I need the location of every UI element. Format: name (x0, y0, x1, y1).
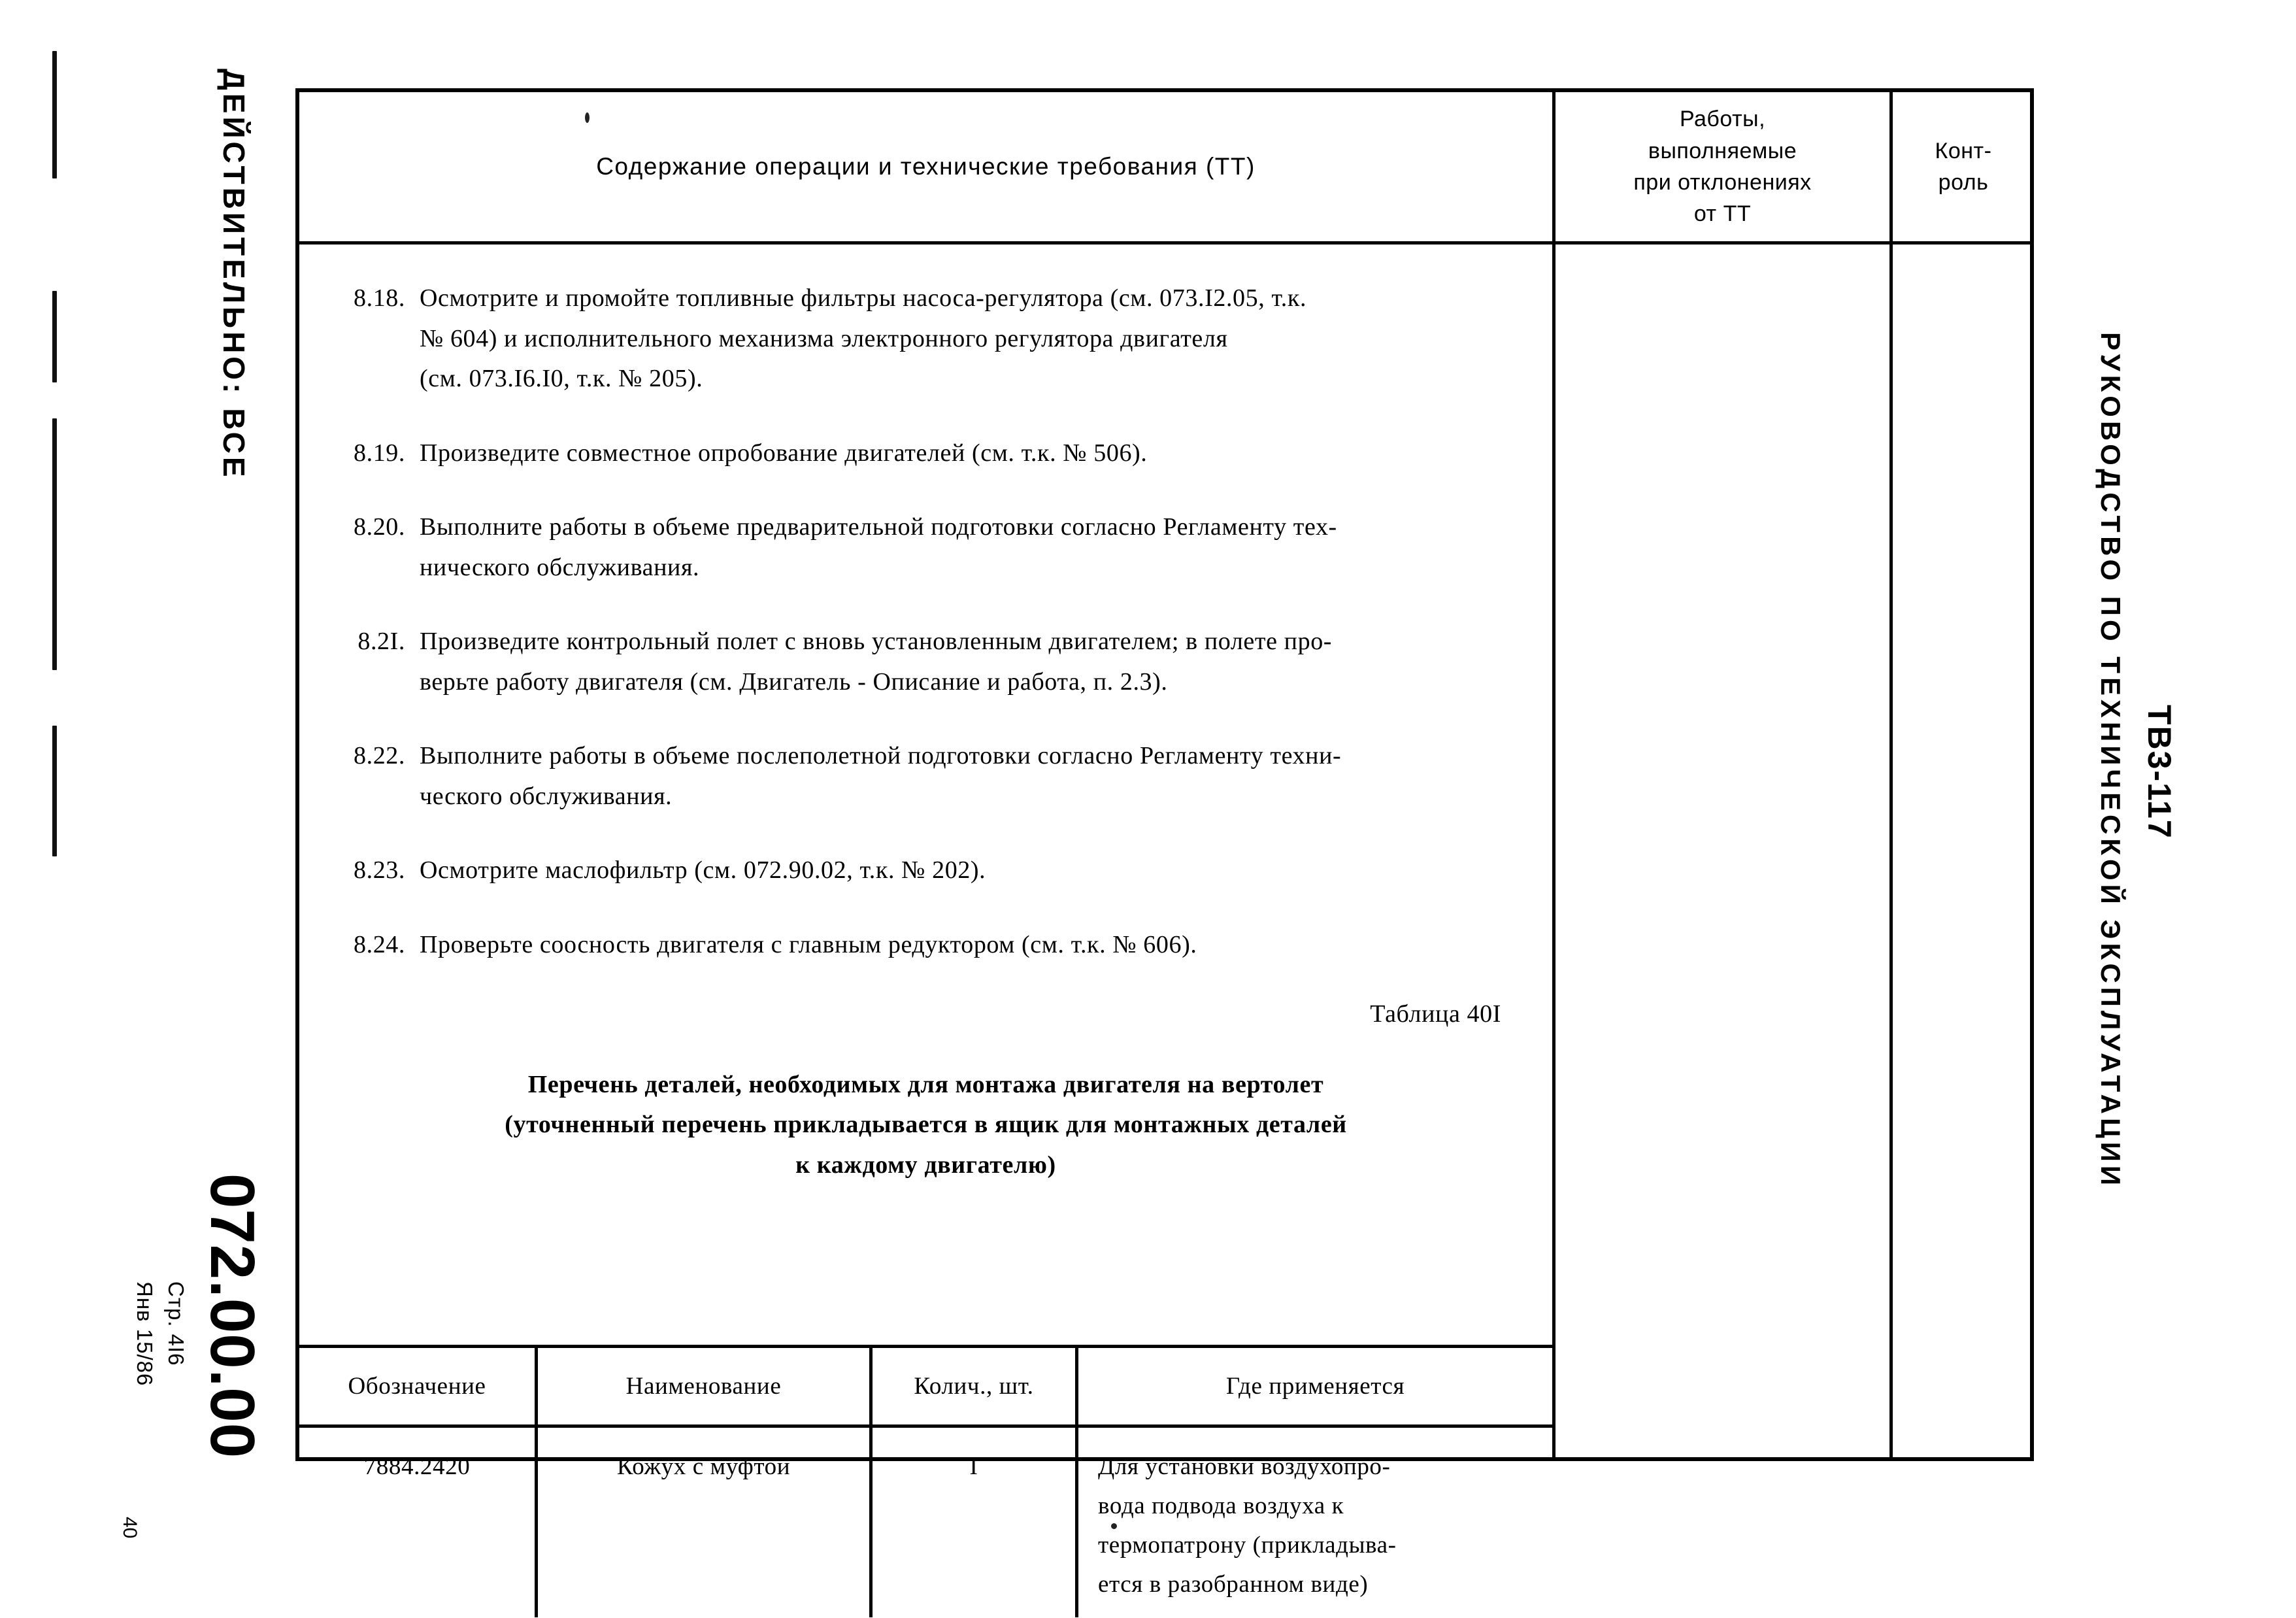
list-item (322, 925, 1510, 966)
list-item (322, 507, 1510, 588)
item-line: верьте работу двигателя (см. Двигатель - Описание и работа, п. 2.3). (420, 667, 1168, 696)
revision-date-label: Янв 15/86 (133, 1281, 157, 1387)
table-row (299, 1428, 1552, 1617)
item-text (420, 851, 1510, 891)
cell-usage (1075, 1428, 1552, 1617)
item-line: № 604) и исполнительного механизма электронного регулятора двигателя (420, 324, 1228, 352)
item-line: Проверьте соосность двигателя с главным редуктором (см. т.к. № 606). (420, 931, 1197, 959)
works-header-line-3: при отклонениях (1633, 170, 1812, 195)
column-header-control (1893, 92, 2034, 241)
binding-mark (52, 418, 57, 670)
list-item (322, 736, 1510, 817)
works-header-line-1: Работы, (1679, 107, 1766, 132)
item-line: ческого обслуживания. (420, 782, 673, 810)
effectivity-label: ДЕЙСТВИТЕЛЬНО: ВСЕ (217, 69, 251, 480)
item-text (420, 925, 1510, 966)
engine-model-label: ТВ3-117 (2141, 705, 2178, 839)
content-column (299, 244, 1552, 1598)
cell-designation: 7884.2420 (363, 1453, 471, 1480)
item-line: (см. 073.I6.I0, т.к. № 205). (420, 365, 703, 393)
parts-col-header-designation: Обозначение (348, 1372, 486, 1400)
parts-col-header-name: Наименование (535, 1348, 869, 1424)
manual-title: РУКОВОДСТВО ПО ТЕХНИЧЕСКОЙ ЭКСПЛУАТАЦИИ (2095, 332, 2126, 1190)
table-caption-line: Перечень деталей, необходимых для монтажа двигателя на вертолет (527, 1070, 1324, 1098)
binding-mark (52, 51, 57, 178)
parts-table (299, 1345, 1552, 1598)
item-text (420, 736, 1510, 817)
list-item (322, 622, 1510, 702)
table-number-label: Таблица 40I (1370, 1000, 1501, 1028)
cell-name: Кожух с муфтой (535, 1428, 869, 1617)
page-number-label: Стр. 4I6 (164, 1281, 188, 1366)
column-header-content (299, 92, 1552, 241)
column-header-content-label: Содержание операции и технические требования (ТТ) (596, 153, 1256, 180)
item-text (420, 622, 1510, 702)
item-line: Осмотрите маслофильтр (см. 072.90.02, т.к. № 202). (420, 856, 986, 885)
column-divider (1552, 92, 1556, 1457)
binding-mark (52, 726, 57, 856)
item-number: 8.19. (354, 439, 405, 467)
item-number: 8.23. (354, 856, 405, 885)
folio-number: 40 (119, 1517, 141, 1539)
table-header-row (299, 1348, 1552, 1428)
list-item (322, 433, 1510, 474)
item-line: Выполните работы в объеме послеполетной подготовки согласно Регламенту техни- (420, 742, 1342, 770)
item-number: 8.20. (354, 513, 405, 541)
item-number: 8.22. (354, 742, 405, 770)
main-table-frame (295, 88, 2034, 1598)
item-number: 8.18. (354, 284, 405, 312)
item-line: Выполните работы в объеме предварительной подготовки согласно Регламенту тех- (420, 513, 1337, 541)
cell-usage-line: термопатрону (прикладыва- (1098, 1531, 1397, 1559)
item-text (420, 278, 1510, 399)
list-item (322, 278, 1510, 399)
list-item (322, 851, 1510, 891)
cell-usage-line: Для установки воздухопро- (1098, 1453, 1391, 1480)
item-line: Осмотрите и промойте топливные фильтры насоса-регулятора (см. 073.I2.05, т.к. (420, 284, 1307, 312)
item-number: 8.2I. (358, 628, 405, 656)
table-caption-line: к каждому двигателю) (795, 1151, 1056, 1179)
table-caption (345, 1065, 1506, 1186)
cell-usage-line: ется в разобранном виде) (1098, 1570, 1369, 1598)
parts-col-header-usage: Где применяется (1075, 1348, 1552, 1424)
parts-col-header-quantity: Колич., шт. (869, 1348, 1075, 1424)
procedure-list (299, 244, 1552, 966)
item-text (420, 507, 1510, 588)
item-line: нического обслуживания. (420, 553, 700, 581)
binding-mark (52, 291, 57, 382)
cell-usage-line: вода подвода воздуха к (1098, 1492, 1344, 1519)
item-text (420, 433, 1510, 474)
control-header-line-1: Конт- (1935, 138, 1992, 163)
chapter-number: 072.00.00 (197, 1173, 267, 1459)
works-header-line-4: от ТТ (1693, 201, 1752, 227)
column-header-works (1556, 92, 1889, 241)
table-caption-line: (уточненный перечень прикладывается в ящик для монтажных деталей (505, 1111, 1347, 1139)
control-header-line-2: роль (1938, 170, 1989, 195)
item-number: 8.24. (354, 931, 405, 959)
item-line: Произведите совместное опробование двигателей (см. т.к. № 506). (420, 439, 1148, 467)
works-header-line-2: выполняемые (1648, 138, 1797, 163)
cell-quantity: I (869, 1428, 1075, 1617)
column-divider (1889, 92, 1893, 1457)
item-line: Произведите контрольный полет с вновь установленным двигателем; в полете про- (420, 628, 1333, 656)
